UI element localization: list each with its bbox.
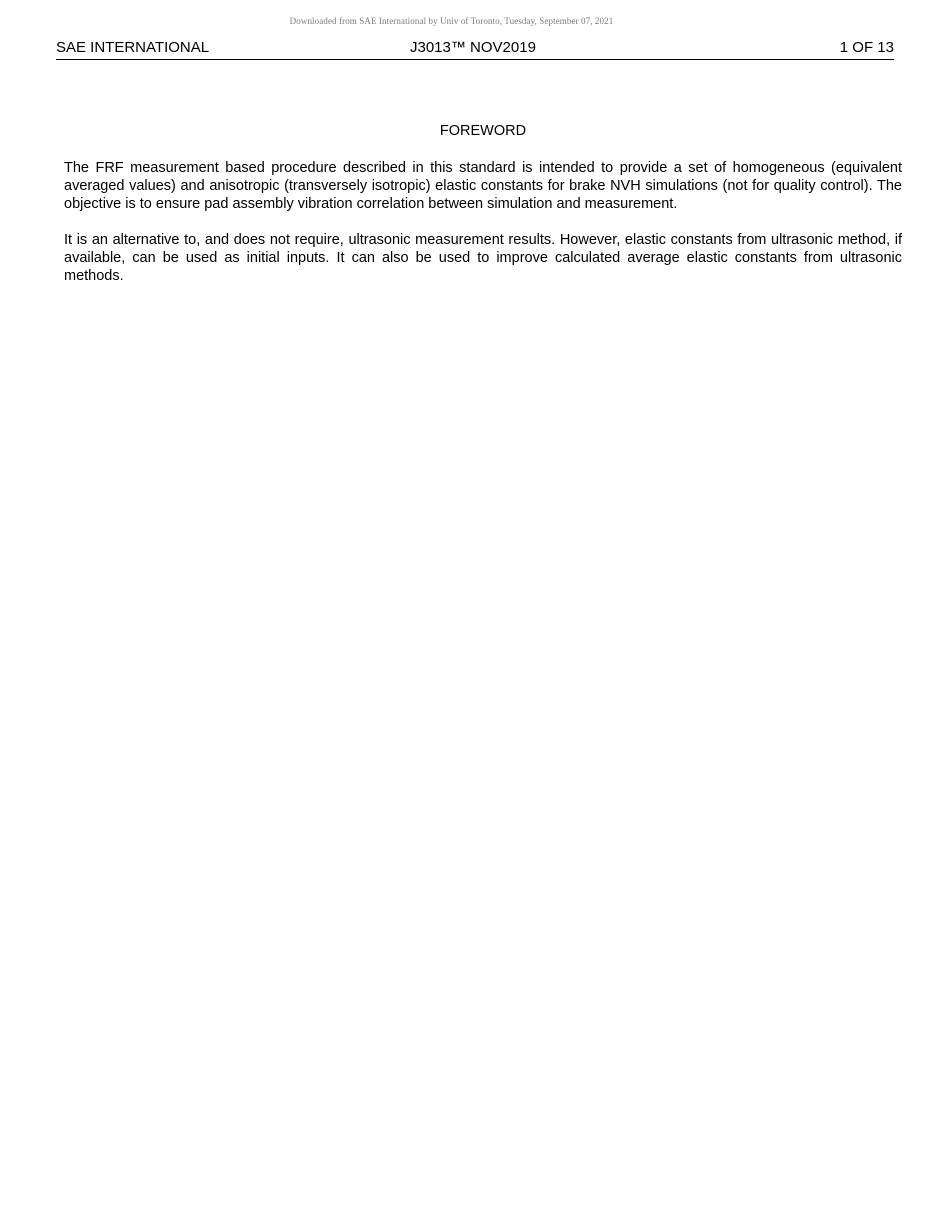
foreword-paragraph-2: It is an alternative to, and does not require, ultrasonic measurement results. However, elastic constants from ultrasonic method, if available, can be used as initial inputs. It can also be used to improve calculated average elastic constants from ultrasonic methods. [64, 232, 902, 284]
header-page-number: 1 OF 13 [839, 39, 894, 56]
header-organization: SAE INTERNATIONAL [56, 39, 210, 56]
foreword-heading: FOREWORD [439, 123, 527, 139]
page-header [56, 38, 894, 60]
foreword-paragraph-1: The FRF measurement based procedure described in this standard is intended to provide a set of homogeneous (equivalent averaged values) and anisotropic (transversely isotropic) elastic constants for brake NVH simulations (not for quality control). The objective is to ensure pad assembly vibration correlation between simulation and measurement. [64, 160, 902, 212]
header-document-id: J3013™ NOV2019 [410, 39, 536, 56]
download-watermark-note: Downloaded from SAE International by Univ of Toronto, Tuesday, September 07, 2021 [289, 16, 614, 26]
